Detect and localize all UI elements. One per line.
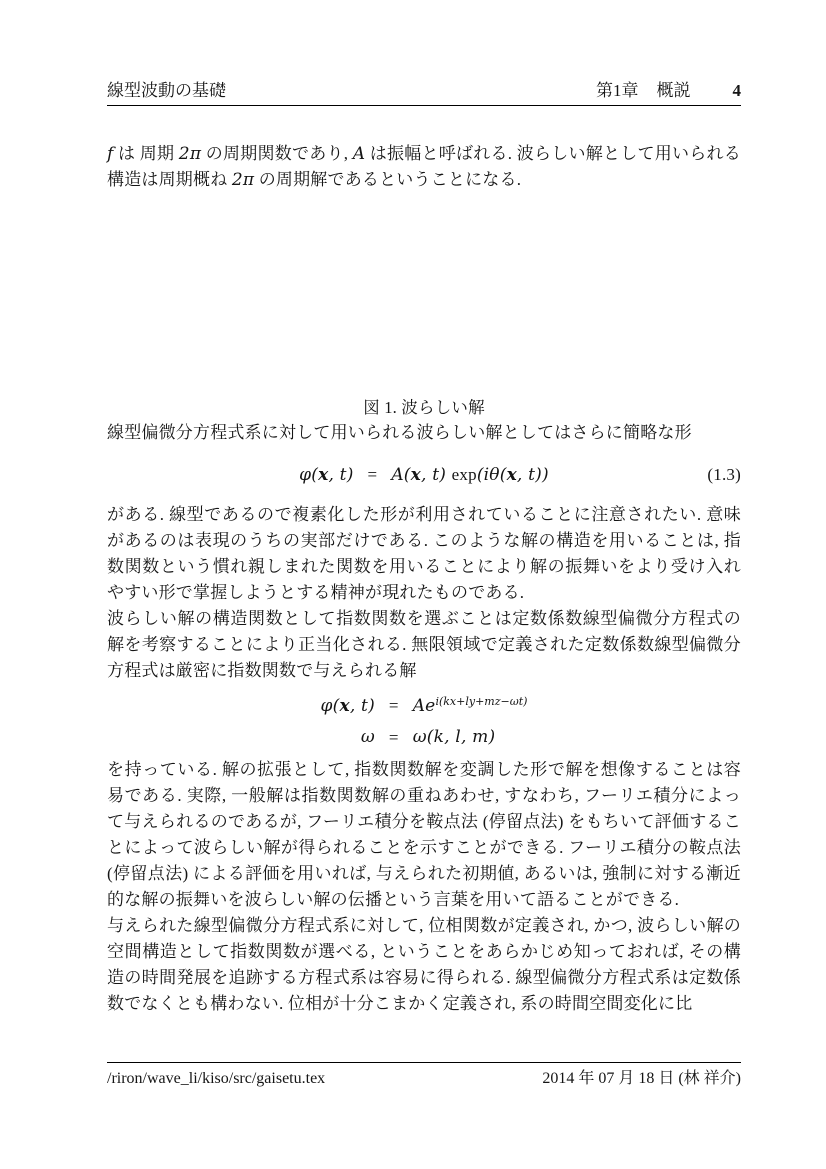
text-run: は 周期	[113, 144, 179, 163]
text-run: の周期関数であり,	[201, 144, 353, 163]
equation-block-dispersion	[107, 690, 741, 753]
math-bold-x: x	[318, 465, 329, 485]
header-doc-title: 線型波動の基礎	[107, 81, 226, 100]
math-var-f: f	[107, 144, 114, 164]
equation-1-3-content	[299, 465, 549, 484]
paragraph-fourier-saddle-point: を持っている. 解の拡張として, 指数関数解を変調した形で解を想像することは容易である. 実際, 一般解は指数関数解の重ねあわせ, すなわち, フーリエ積分によって与えられるのであるが, フーリエ積分を鞍点法 (停留点法) をもちいて評価することによって波らしい解が得られることを示すことができる. フーリエ積分の鞍点法 (停留点法) による評価を用いれば, 与えられた初期値, あるいは, 強制に対する漸近的な解の振舞いを波らしい解の伝播という言葉を用いて語ることができる.	[107, 760, 741, 909]
math-A-open: A(	[391, 465, 411, 485]
math-var-A: A	[352, 144, 366, 164]
math-2pi: 2π	[178, 144, 202, 164]
paragraph-wave-like-form: 線型偏微分方程式系に対して用いられる波らしい解としてはさらに簡略な形	[107, 423, 692, 442]
math-phi-open: φ(	[320, 696, 340, 716]
math-phi-open: φ(	[299, 465, 319, 485]
math-2pi: 2π	[231, 170, 255, 190]
header-section-label: 概説	[656, 81, 691, 100]
math-rhs-close: , t))	[516, 465, 549, 485]
math-exp-operator: exp	[451, 465, 477, 484]
footer-date-author: 2014 年 07 月 18 日 (林 祥介)	[542, 1070, 741, 1087]
figure-placeholder	[107, 193, 741, 396]
page-footer	[107, 1062, 741, 1088]
math-mid: , t)	[420, 465, 452, 485]
eq-line2-lhs-omega: ω	[360, 727, 375, 747]
header-right-group	[596, 82, 741, 100]
page-header	[107, 82, 741, 106]
math-lhs-close: , t)	[349, 696, 375, 716]
text-run: の周期解であるということになる.	[254, 170, 522, 189]
text-run: は振幅と呼ばれる. 波らしい解として用いられる構造は周期概ね	[107, 144, 742, 189]
equals-sign: =	[388, 728, 399, 747]
math-lhs-close: , t)	[328, 465, 354, 485]
header-chapter-label: 第1章	[596, 81, 639, 100]
paragraph-complexified: がある. 線型であるので複素化した形が利用されていることに注意されたい. 意味があるのは表現のうちの実部だけである. このような解の構造を用いることは, 指数関数という慣れ親しまれた関数を用いることにより解の振舞いをより受け入れやすい形で掌握しようとする精神が現れたものである.	[107, 505, 741, 602]
math-bold-x: x	[506, 465, 517, 485]
eq-line1-lhs	[321, 690, 375, 722]
text-column	[107, 141, 741, 1017]
paragraph-amplitude	[107, 141, 741, 193]
figure-caption: 図 1. 波らしい解	[363, 398, 485, 417]
footer-source-path: /riron/wave_li/kiso/src/gaisetu.tex	[107, 1070, 326, 1087]
eq-line1-rhs	[413, 690, 528, 722]
math-exponent: i(kx+ly+mz−ωt)	[435, 695, 528, 708]
equation-number: (1.3)	[707, 465, 741, 484]
paragraph-phase-function: 与えられた線型偏微分方程式系に対して, 位相関数が定義され, かつ, 波らしい解の空間構造として指数関数が選べる, ということをあらかじめ知っておれば, その構造の時間発展を追跡する方程式系は容易に得られる. 線型偏微分方程式系は定数係数でなくとも構わない. 位相が十分こまかく定義され, 系の時間空間変化に比	[107, 916, 741, 1013]
equation-rows	[321, 690, 528, 753]
math-bold-x: x	[339, 696, 350, 716]
equals-sign: =	[388, 696, 399, 715]
paragraph-exponential-justification: 波らしい解の構造関数として指数関数を選ぶことは定数係数線型偏微分方程式の解を考察することにより正当化される. 無限領域で定義された定数係数線型偏微分方程式は厳密に指数関数で与えられる解	[107, 609, 741, 680]
equals-sign: =	[367, 465, 378, 484]
header-page-number: 4	[732, 81, 741, 100]
math-theta-open: (iθ(	[476, 465, 507, 485]
equation-1-3	[107, 460, 741, 490]
math-bold-x: x	[410, 465, 421, 485]
eq-line2-rhs-dispersion: ω(k, l, m)	[412, 727, 496, 747]
math-Ae-base: Ae	[412, 696, 436, 716]
